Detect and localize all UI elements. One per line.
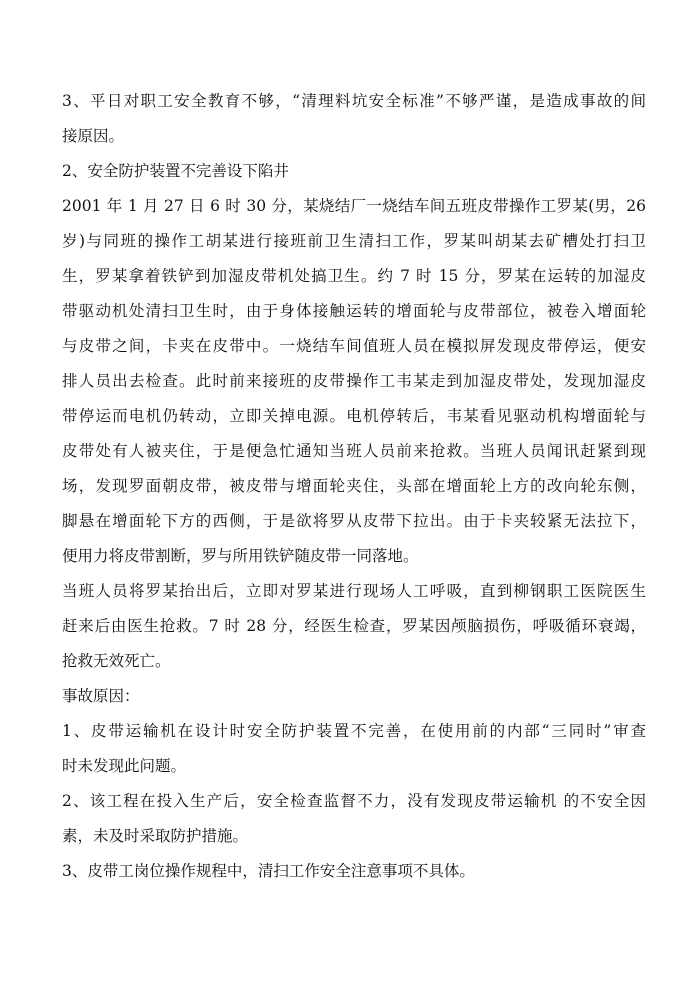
text-line: 皮带处有人被夹住，于是便急忙通知当班人员前来抢救。当班人员闻讯赶紧到现 <box>62 442 646 460</box>
text-line: 3、皮带工岗位操作规程中，清扫工作安全注意事项不具体。 <box>62 862 475 880</box>
text-line: 抢救无效死亡。 <box>62 652 171 670</box>
text-line: 2001 年 1 月 27 日 6 时 30 分，某烧结厂一烧结车间五班皮带操作工罗某(男，26 <box>62 197 646 215</box>
text-line: 脚悬在增面轮下方的西侧，于是欲将罗从皮带下拉出。由于卡夹较紧无法拉下， <box>62 512 646 530</box>
text-line: 当班人员将罗某抬出后，立即对罗某进行现场人工呼吸，直到柳钢职工医院医生 <box>62 582 646 600</box>
text-line: 生，罗某拿着铁铲到加湿皮带机处搞卫生。约 7 时 15 分，罗某在运转的加湿皮 <box>62 267 646 285</box>
text-line: 2、该工程在投入生产后，安全检查监督不力，没有发现皮带运输机 的不安全因 <box>62 792 646 810</box>
text-line: 时未发现此问题。 <box>62 757 187 775</box>
text-line: 接原因。 <box>62 127 125 145</box>
text-line: 带驱动机处清扫卫生时，由于身体接触运转的增面轮与皮带部位，被卷入增面轮 <box>62 302 646 320</box>
text-line: 与皮带之间，卡夹在皮带中。一烧结车间值班人员在模拟屏发现皮带停运，便安 <box>62 337 646 355</box>
text-line: 场，发现罗面朝皮带，被皮带与增面轮夹住，头部在增面轮上方的改向轮东侧， <box>62 477 646 495</box>
text-line: 赶来后由医生抢救。7 时 28 分，经医生检查，罗某因颅脑损伤，呼吸循环衰竭， <box>62 617 646 635</box>
section-heading: 2、安全防护装置不完善设下陷井 <box>62 162 289 180</box>
text-line: 岁)与同班的操作工胡某进行接班前卫生清扫工作，罗某叫胡某去矿槽处打扫卫 <box>62 232 646 250</box>
text-line: 便用力将皮带割断，罗与所用铁铲随皮带一同落地。 <box>62 547 419 565</box>
text-line: 排人员出去检查。此时前来接班的皮带操作工韦某走到加湿皮带处，发现加湿皮 <box>62 372 646 390</box>
text-line: 3、平日对职工安全教育不够，“清理料坑安全标准”不够严谨，是造成事故的间 <box>62 92 646 110</box>
document-body <box>62 84 646 889</box>
text-line: 带停运而电机仍转动，立即关掉电源。电机停转后，韦某看见驱动机构增面轮与 <box>62 407 646 425</box>
text-line: 1、皮带运输机在设计时安全防护装置不完善，在使用前的内部“三同时”审查 <box>62 722 646 740</box>
text-line: 素，未及时采取防护措施。 <box>62 827 249 845</box>
section-heading: 事故原因： <box>62 687 140 705</box>
